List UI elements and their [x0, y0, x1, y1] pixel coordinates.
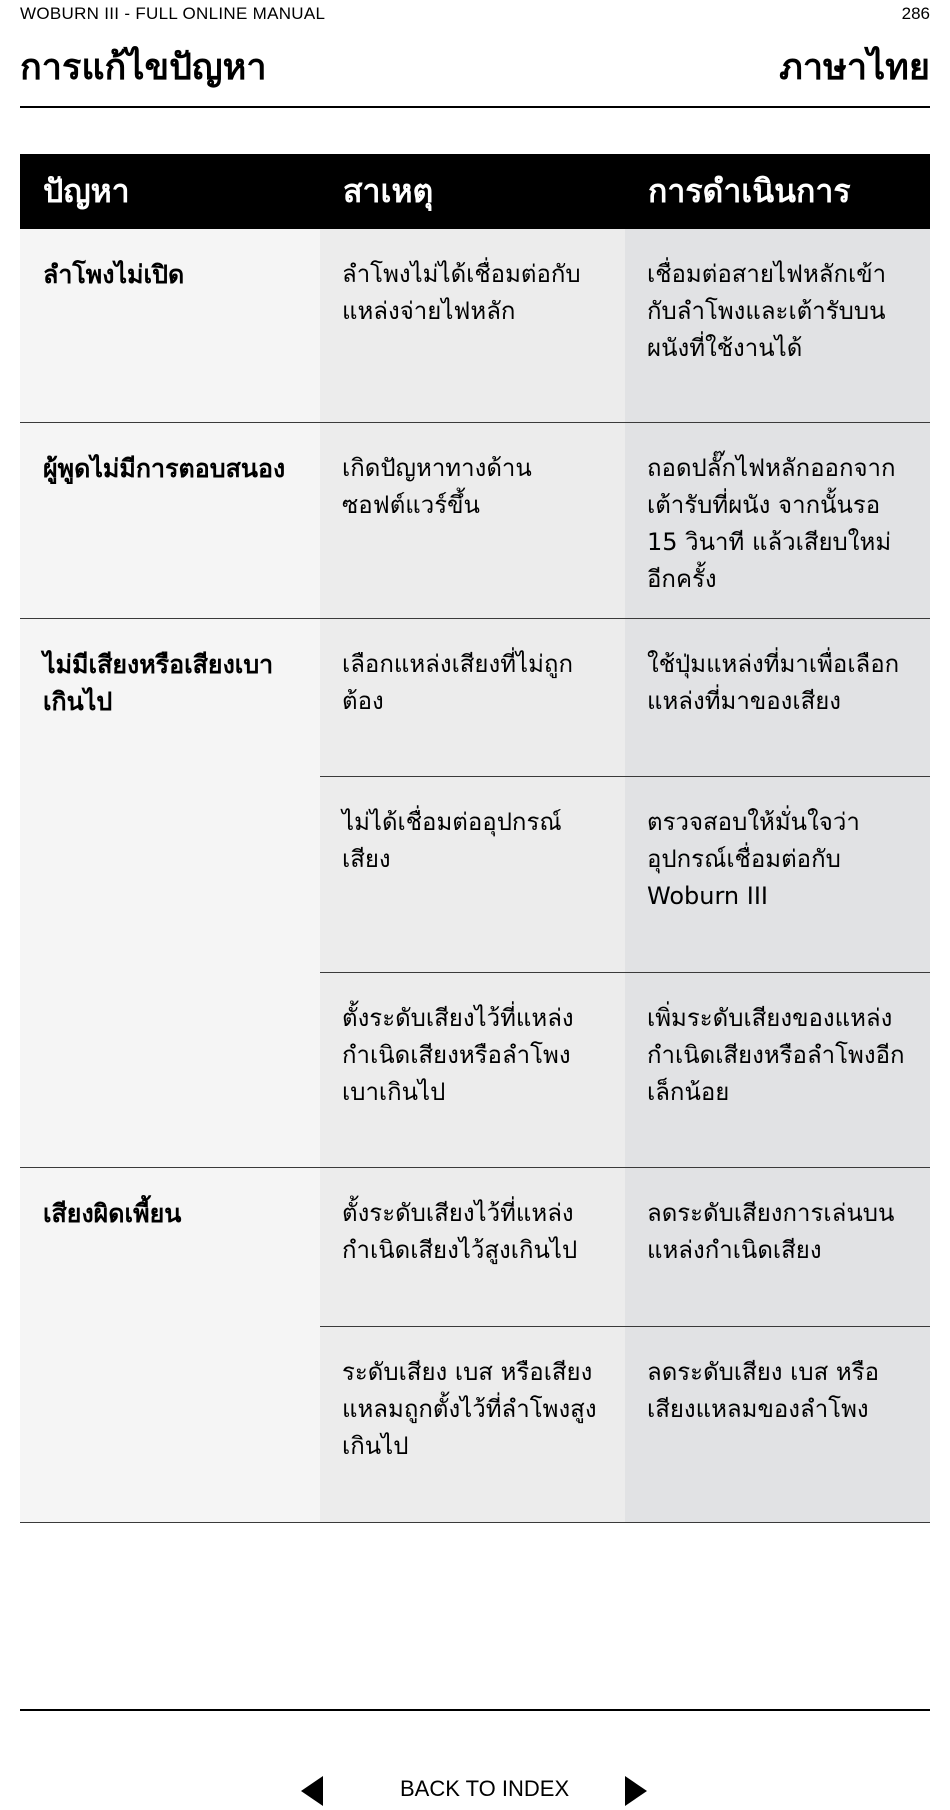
problem-cell: ผู้พูดไม่มีการตอบสนอง — [20, 423, 320, 618]
problem-group — [20, 1168, 930, 1523]
table-row — [320, 229, 930, 422]
cause-cell: เกิดปัญหาทางด้านซอฟต์แวร์ขึ้น — [320, 423, 625, 618]
table-row — [320, 776, 930, 972]
action-cell: ใช้ปุ่มแหล่งที่มาเพื่อเลือกแหล่งที่มาของเสียง — [625, 619, 930, 776]
page-number: 286 — [901, 4, 930, 23]
problem-cell: ไม่มีเสียงหรือเสียงเบาเกินไป — [20, 619, 320, 1167]
back-to-index-link[interactable]: BACK TO INDEX — [400, 1776, 570, 1801]
problem-group — [20, 423, 930, 619]
table-row — [320, 423, 930, 618]
problem-cell: เสียงผิดเพี้ยน — [20, 1168, 320, 1522]
action-cell: ลดระดับเสียง เบส หรือเสียงแหลมของลำโพง — [625, 1327, 930, 1522]
action-cell: ตรวจสอบให้มั่นใจว่าอุปกรณ์เชื่อมต่อกับ Woburn III — [625, 777, 930, 972]
action-cell: เพิ่มระดับเสียงของแหล่งกำเนิดเสียงหรือลำโพงอีกเล็กน้อย — [625, 973, 930, 1167]
cause-cell: ตั้งระดับเสียงไว้ที่แหล่งกำเนิดเสียงไว้สูงเกินไป — [320, 1168, 625, 1326]
problem-group — [20, 619, 930, 1168]
action-cell: ลดระดับเสียงการเล่นบนแหล่งกำเนิดเสียง — [625, 1168, 930, 1326]
cause-cell: ระดับเสียง เบส หรือเสียงแหลมถูกตั้งไว้ที่ลำโพงสูงเกินไป — [320, 1327, 625, 1522]
manual-name: WOBURN III - FULL ONLINE MANUAL — [20, 4, 326, 23]
problem-group — [20, 229, 930, 423]
table-row — [320, 1326, 930, 1522]
column-header-problem: ปัญหา — [43, 172, 130, 210]
column-header-action: การดำเนินการ — [648, 172, 851, 210]
table-row — [320, 619, 930, 776]
table-row — [320, 1168, 930, 1326]
action-cell: ถอดปลั๊กไฟหลักออกจากเต้ารับที่ผนัง จากนั้นรอ 15 วินาที แล้วเสียบใหม่อีกครั้ง — [625, 423, 930, 618]
header-divider — [20, 106, 930, 108]
table-header-row — [20, 154, 930, 229]
troubleshooting-table — [20, 154, 930, 1523]
action-cell: เชื่อมต่อสายไฟหลักเข้ากับลำโพงและเต้ารับบนผนังที่ใช้งานได้ — [625, 229, 930, 422]
cause-cell: ตั้งระดับเสียงไว้ที่แหล่งกำเนิดเสียงหรือลำโพงเบาเกินไป — [320, 973, 625, 1167]
cause-cell: เลือกแหล่งเสียงที่ไม่ถูกต้อง — [320, 619, 625, 776]
cause-cell: ลำโพงไม่ได้เชื่อมต่อกับแหล่งจ่ายไฟหลัก — [320, 229, 625, 422]
previous-page-arrow-icon[interactable] — [301, 1776, 323, 1806]
column-header-cause: สาเหตุ — [343, 172, 434, 210]
footer-navigation — [0, 1772, 950, 1810]
footer-divider — [20, 1709, 930, 1711]
next-page-arrow-icon[interactable] — [625, 1776, 647, 1806]
page-title: การแก้ไขปัญหา — [20, 47, 267, 88]
page-header — [20, 0, 930, 110]
cause-cell: ไม่ได้เชื่อมต่ออุปกรณ์เสียง — [320, 777, 625, 972]
language-label: ภาษาไทย — [779, 47, 930, 88]
problem-cell: ลำโพงไม่เปิด — [20, 229, 320, 422]
table-row — [320, 972, 930, 1167]
